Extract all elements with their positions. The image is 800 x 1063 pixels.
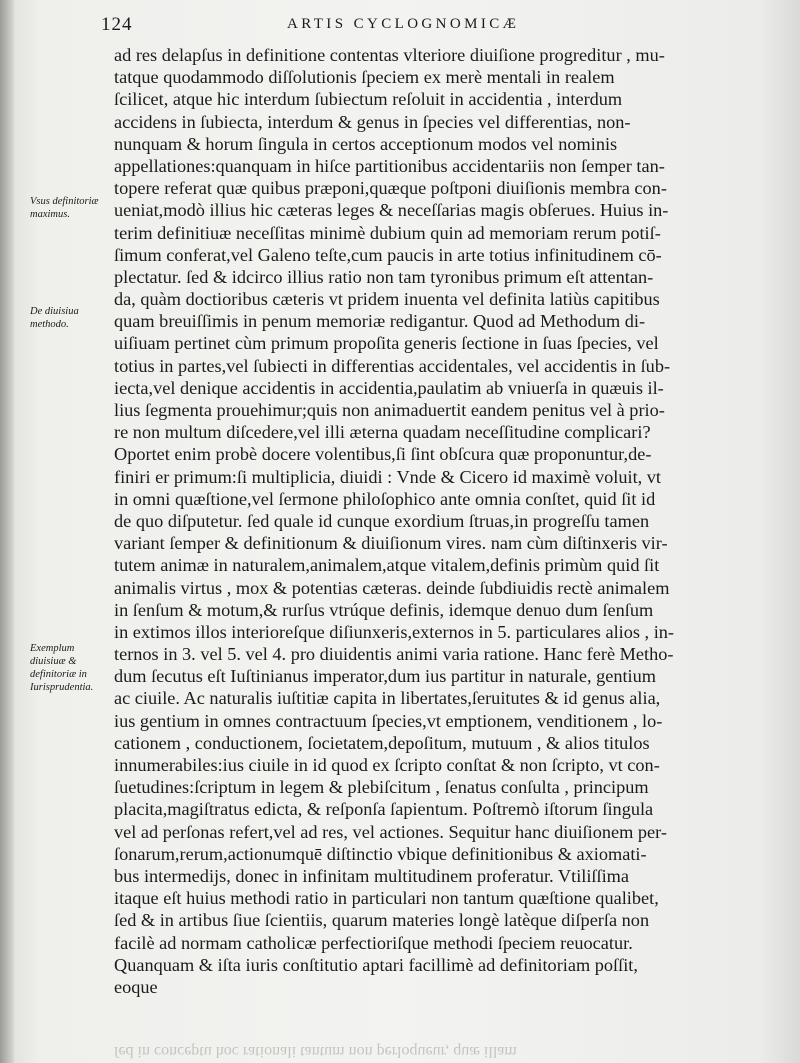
text-line: quam breuiſſimis in penum memoriæ redigantur. Quod ad Methodum di-: [114, 311, 646, 332]
text-line: ſcilicet, atque hic interdum ſubiectum reſoluit in accidentia , interdum: [114, 89, 623, 110]
text-line: iecta,vel denique accidentis in accidentia,paulatim ab vniuerſa in quæuis il-: [114, 377, 664, 398]
gutter-shadow: [0, 0, 14, 1063]
text-line: itaque eſt huius methodi ratio in particulari non tantum quæſtione qualibet,: [114, 888, 659, 909]
text-line: da, quàm doctioribus cæteris vt pridem inuenta vel definita latiùs capitibus: [114, 289, 660, 310]
text-line: facilè ad normam catholicæ perfectioriſque methodi ſpeciem reuocatur.: [114, 932, 633, 953]
text-line: ueniat,modò illius hic cæteras leges & neceſſarias magis obſerues. Huius in-: [114, 200, 669, 221]
text-line: Oportet enim probè docere volentibus,ſi ſint obſcura quæ proponuntur,de-: [114, 444, 652, 465]
text-line: cationem , conductionem, ſocietatem,depoſitum, mutuum , & alios titulos: [114, 732, 650, 753]
text-line: finiri er primum:ſi multiplicia, diuidi : Vnde & Cicero id maximè voluit, vt: [114, 466, 662, 487]
text-line: in omni quæſtione,vel ſermone philoſophico ante omnia conſtet, quid ſit id: [114, 488, 656, 509]
margin-note-diuisiua: De diuisiua methodo.: [30, 306, 79, 330]
text-line: appellationes:quanquam in hiſce partitionibus accidentariis non ſemper tan-: [114, 155, 665, 176]
text-line: ſonarum,rerum,actionumquē diſtinctio vbique definitionibus & axiomati-: [114, 843, 647, 864]
text-line: totius in partes,vel ſubiecti in differentias accidentales, vel accidentis in ſub-: [114, 355, 671, 376]
text-line: ius gentium in omnes contractuum ſpecies,vt emptionem, venditionem , lo-: [114, 710, 663, 731]
text-line: nunquam & horum ſingula in certos acceptionum modos vel nominis: [114, 133, 618, 154]
running-title: ARTIS CYCLOGNOMICÆ: [287, 16, 520, 32]
margin-note-usus: Vsus definitoriæ maximus.: [30, 196, 99, 220]
text-line: terim definitiuæ neceſſitas minimè dubium quin ad memoriam rerum potiſ-: [114, 222, 661, 243]
text-line: bus intermedijs, donec in infinitam multitudinem proferatur. Vtiliſſima: [114, 865, 630, 886]
text-line: accidens in ſubiecta, interdum & genus in ſpecies vel differentias, non-: [114, 111, 631, 132]
text-line: eoque: [114, 976, 158, 997]
text-line: animalis virtus , mox & potentias cæteras. deinde ſubdiuidis rectè animalem: [114, 577, 670, 598]
text-line: plectatur. ſed & idcirco illius ratio non tam tyronibus primum eſt attentan-: [114, 266, 654, 287]
text-line: lius ſegmenta prouehimur;quis non animaduertit eandem penitus vel à prio-: [114, 400, 665, 420]
page-header: [95, 14, 795, 40]
text-line: dum ſecutus eſt Iuſtinianus imperator,dum ius partitur in naturale, gentium: [114, 666, 657, 687]
text-line: topere referat quæ quibus præponi,quæque poſtponi diuiſionis membra con-: [114, 178, 667, 199]
text-line: ſimum conferat,vel Galeno teſte,cum paucis in arte totius infinitudinem cō-: [114, 244, 662, 265]
text-line: innumerabiles:ius ciuile in id quod ex ſcripto conſtat & non ſcripto, vt con-: [114, 755, 660, 775]
text-line: variant ſemper & definitionum & diuiſionum vires. nam cùm diſtinxeris vir-: [114, 533, 668, 554]
text-line: tutem animæ in naturalem,animalem,atque vitalem,definis primùm quid ſit: [114, 555, 660, 576]
text-line: ad res delapſus in definitione contentas vlteriore diuiſione progreditur , mu-: [114, 45, 665, 65]
text-line: placita,magiſtratus edicta, & reſponſa ſapientum. Poſtremò iſtorum ſingula: [114, 799, 654, 820]
text-line: re non multum diſcedere,vel illi æterna quadam neceſſitudine complicari?: [114, 422, 651, 443]
text-line: ac ciuile. Ac naturalis iuſtitiæ capita in libertates,ſeruitutes & id genus alia,: [114, 688, 661, 709]
text-line: in ſenſum & motum,& rurſus vtrúque definis, idemque denuo dum ſenſum: [114, 599, 654, 620]
text-line: de quo diſputetur. ſed quale id cunque exordium ſtruas,in progreſſu tamen: [114, 510, 650, 531]
text-line: in extimos illos interioreſque diſiunxeris,externos in 5. particulares alios , in-: [114, 621, 674, 642]
text-line: tatque quodammodo diſſolutionis ſpeciem ex merè mentali in realem: [114, 67, 615, 88]
text-line: ſuetudines:ſcriptum in legem & plebiſcitum , ſenatus conſulta , principum: [114, 777, 649, 798]
text-line: ternos in 3. vel 5. vel 4. pro diuidentis animi varia ratione. Hanc ferè Metho-: [114, 644, 674, 665]
body-text: [114, 44, 740, 998]
text-line: vel ad perſonas refert,vel ad res, vel actiones. Sequitur hanc diuiſionem per-: [114, 821, 667, 842]
margin-note-exemplum: Exemplum diuisiuæ & definitoriæ in Iurisprudentia.: [30, 643, 94, 693]
page-number: 124: [101, 14, 133, 35]
text-line: uiſiuam pertinet cùm primum propoſita generis ſectione in ſuas ſpecies, vel: [114, 333, 659, 354]
bleed-through-text: ſed in conceptu hoc rationali tantum non perloqueur, quæ illam: [114, 1043, 517, 1060]
text-line: ſed & in artibus ſiue ſcientiis, quarum materies longè latèque diſperſa non: [114, 910, 650, 931]
text-line: Quanquam & iſta iuris conſtitutio aptari facillimè ad definitoriam poſſit,: [114, 954, 638, 975]
